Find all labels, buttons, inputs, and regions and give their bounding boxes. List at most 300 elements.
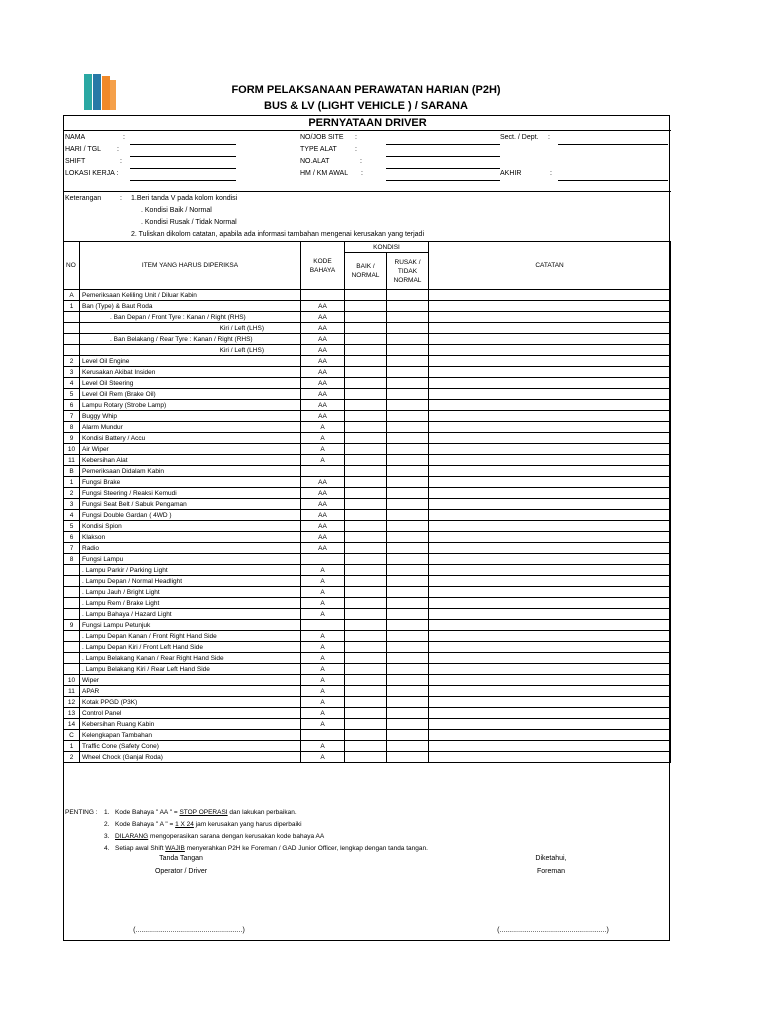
row-baik-check[interactable] — [345, 444, 387, 455]
table-row — [64, 488, 671, 499]
row-item: Kebersihan Ruang Kabin — [80, 719, 301, 730]
row-no — [64, 576, 80, 587]
row-kode: AA — [301, 378, 345, 389]
row-rusak-check[interactable] — [387, 543, 429, 554]
row-kode: A — [301, 598, 345, 609]
row-rusak-check[interactable] — [387, 356, 429, 367]
row-baik-check[interactable] — [345, 290, 387, 301]
row-baik-check[interactable] — [345, 433, 387, 444]
row-no: A — [64, 290, 80, 301]
table-row — [64, 532, 671, 543]
row-catatan[interactable] — [429, 664, 671, 675]
row-catatan[interactable] — [429, 642, 671, 653]
col-kode-header: KODE BAHAYA — [301, 242, 345, 290]
row-no — [64, 323, 80, 334]
row-kode: A — [301, 433, 345, 444]
row-kode: AA — [301, 510, 345, 521]
row-item: Klakson — [80, 532, 301, 543]
table-row — [64, 323, 671, 334]
table-row — [64, 455, 671, 466]
row-kode: A — [301, 752, 345, 763]
sect-dept-label: Sect. / Dept. — [500, 134, 539, 141]
row-catatan[interactable] — [429, 323, 671, 334]
section-title: PERNYATAAN DRIVER — [308, 117, 427, 129]
penting-number: 2. — [104, 821, 110, 828]
keterangan-line: . Kondisi Rusak / Tidak Normal — [141, 219, 237, 226]
row-kode: A — [301, 653, 345, 664]
row-catatan[interactable] — [429, 620, 671, 631]
row-no: 12 — [64, 697, 80, 708]
row-kode: A — [301, 609, 345, 620]
row-kode: AA — [301, 499, 345, 510]
row-baik-check[interactable] — [345, 565, 387, 576]
row-rusak-check[interactable] — [387, 499, 429, 510]
row-kode: A — [301, 664, 345, 675]
row-rusak-check[interactable] — [387, 752, 429, 763]
row-item: Fungsi Double Gardan ( 4WD ) — [80, 510, 301, 521]
hm-awal-field[interactable] — [386, 180, 500, 181]
row-item: Fungsi Lampu — [80, 554, 301, 565]
row-kode: AA — [301, 521, 345, 532]
signature-left-title: Tanda Tangan — [159, 855, 203, 862]
row-rusak-check[interactable] — [387, 532, 429, 543]
row-no — [64, 598, 80, 609]
table-row — [64, 334, 671, 345]
no-jobsite-label: NO/JOB SITE — [300, 134, 344, 141]
row-kode: AA — [301, 367, 345, 378]
row-no: 11 — [64, 686, 80, 697]
row-no — [64, 642, 80, 653]
colon: : — [120, 195, 122, 202]
row-catatan[interactable] — [429, 510, 671, 521]
row-rusak-check[interactable] — [387, 587, 429, 598]
row-kode: A — [301, 444, 345, 455]
row-item: Fungsi Lampu Petunjuk — [80, 620, 301, 631]
row-item: Wheel Chock (Ganjal Roda) — [80, 752, 301, 763]
row-item: Level Oil Steering — [80, 378, 301, 389]
row-no: 13 — [64, 708, 80, 719]
row-baik-check[interactable] — [345, 367, 387, 378]
hm-awal-label: HM / KM AWAL — [300, 170, 349, 177]
row-rusak-check[interactable] — [387, 521, 429, 532]
lokasi-field[interactable] — [130, 180, 236, 181]
col-item-header: ITEM YANG HARUS DIPERIKSA — [80, 242, 301, 290]
keterangan-label: Keterangan — [65, 195, 102, 202]
akhir-label: AKHIR — [500, 170, 522, 177]
row-kode: A — [301, 565, 345, 576]
row-baik-check[interactable] — [345, 499, 387, 510]
row-no: B — [64, 466, 80, 477]
row-item: APAR — [80, 686, 301, 697]
nama-field[interactable] — [130, 144, 236, 145]
col-no-header: NO — [64, 242, 80, 290]
penting-label: PENTING : — [65, 809, 98, 816]
row-catatan[interactable] — [429, 554, 671, 565]
row-no: 10 — [64, 444, 80, 455]
row-baik-check[interactable] — [345, 323, 387, 334]
table-row — [64, 620, 671, 631]
signature-left-line[interactable]: (.......................................................) — [133, 927, 245, 934]
row-no: 6 — [64, 400, 80, 411]
row-baik-check[interactable] — [345, 378, 387, 389]
row-rusak-check[interactable] — [387, 554, 429, 565]
akhir-field[interactable] — [558, 180, 668, 181]
row-item: . Ban Belakang / Rear Tyre : Kanan / Right (RHS) — [80, 334, 301, 345]
row-rusak-check[interactable] — [387, 565, 429, 576]
row-catatan[interactable] — [429, 752, 671, 763]
row-kode: A — [301, 708, 345, 719]
row-catatan[interactable] — [429, 444, 671, 455]
row-rusak-check[interactable] — [387, 334, 429, 345]
row-rusak-check[interactable] — [387, 488, 429, 499]
row-rusak-check[interactable] — [387, 389, 429, 400]
row-baik-check[interactable] — [345, 708, 387, 719]
row-catatan[interactable] — [429, 411, 671, 422]
row-baik-check[interactable] — [345, 543, 387, 554]
row-catatan[interactable] — [429, 543, 671, 554]
row-kode: A — [301, 422, 345, 433]
row-baik-check[interactable] — [345, 653, 387, 664]
row-rusak-check[interactable] — [387, 433, 429, 444]
row-catatan[interactable] — [429, 532, 671, 543]
colon: : — [120, 158, 122, 165]
keterangan-line: 1.Beri tanda V pada kolom kondisi — [131, 195, 238, 202]
row-catatan[interactable] — [429, 609, 671, 620]
row-kode: A — [301, 719, 345, 730]
signature-left-role: Operator / Driver — [154, 868, 208, 875]
row-catatan[interactable] — [429, 741, 671, 752]
row-rusak-check[interactable] — [387, 345, 429, 356]
row-catatan[interactable] — [429, 422, 671, 433]
row-baik-check[interactable] — [345, 422, 387, 433]
row-rusak-check[interactable] — [387, 455, 429, 466]
row-baik-check[interactable] — [345, 312, 387, 323]
table-row — [64, 752, 671, 763]
row-catatan[interactable] — [429, 400, 671, 411]
col-baik-header: BAIK / NORMAL — [345, 253, 387, 290]
row-rusak-check[interactable] — [387, 422, 429, 433]
row-item: Lampu Rotary (Strobe Lamp) — [80, 400, 301, 411]
row-kode: A — [301, 631, 345, 642]
row-baik-check[interactable] — [345, 301, 387, 312]
table-row — [64, 587, 671, 598]
shift-field[interactable] — [130, 168, 236, 169]
row-baik-check[interactable] — [345, 455, 387, 466]
row-catatan[interactable] — [429, 477, 671, 488]
table-row — [64, 631, 671, 642]
row-no: 11 — [64, 455, 80, 466]
row-baik-check[interactable] — [345, 488, 387, 499]
form-subtitle: BUS & LV (LIGHT VEHICLE ) / SARANA — [264, 100, 468, 112]
row-rusak-check[interactable] — [387, 576, 429, 587]
table-row — [64, 609, 671, 620]
row-no: 1 — [64, 477, 80, 488]
row-baik-check[interactable] — [345, 400, 387, 411]
row-catatan[interactable] — [429, 389, 671, 400]
row-rusak-check[interactable] — [387, 367, 429, 378]
row-rusak-check[interactable] — [387, 312, 429, 323]
row-catatan[interactable] — [429, 378, 671, 389]
row-no — [64, 587, 80, 598]
row-no — [64, 653, 80, 664]
penting-number: 4. — [104, 845, 110, 852]
row-no: 4 — [64, 378, 80, 389]
table-row — [64, 576, 671, 587]
row-catatan[interactable] — [429, 499, 671, 510]
row-no: 8 — [64, 554, 80, 565]
row-baik-check[interactable] — [345, 697, 387, 708]
row-rusak-check[interactable] — [387, 620, 429, 631]
row-baik-check[interactable] — [345, 411, 387, 422]
row-catatan[interactable] — [429, 686, 671, 697]
table-row — [64, 741, 671, 752]
row-baik-check[interactable] — [345, 741, 387, 752]
colon: : — [355, 146, 357, 153]
row-baik-check[interactable] — [345, 752, 387, 763]
colon: : — [117, 146, 119, 153]
row-no: 9 — [64, 433, 80, 444]
row-kode: A — [301, 587, 345, 598]
row-kode: A — [301, 686, 345, 697]
row-rusak-check[interactable] — [387, 686, 429, 697]
inspection-table — [63, 241, 671, 763]
row-catatan[interactable] — [429, 576, 671, 587]
sect-dept-field[interactable] — [558, 144, 668, 145]
row-catatan[interactable] — [429, 488, 671, 499]
lokasi-label: LOKASI KERJA : — [65, 170, 119, 177]
row-catatan[interactable] — [429, 466, 671, 477]
row-rusak-check[interactable] — [387, 631, 429, 642]
row-rusak-check[interactable] — [387, 378, 429, 389]
row-rusak-check[interactable] — [387, 598, 429, 609]
no-jobsite-field[interactable] — [386, 144, 500, 145]
row-item: . Lampu Belakang Kiri / Rear Left Hand Side — [80, 664, 301, 675]
row-catatan[interactable] — [429, 301, 671, 312]
table-row — [64, 411, 671, 422]
table-row — [64, 675, 671, 686]
row-rusak-check[interactable] — [387, 708, 429, 719]
row-no: 1 — [64, 741, 80, 752]
row-rusak-check[interactable] — [387, 466, 429, 477]
row-rusak-check[interactable] — [387, 323, 429, 334]
row-item: Kondisi Spion — [80, 521, 301, 532]
row-kode: A — [301, 697, 345, 708]
no-alat-field[interactable] — [386, 168, 500, 169]
row-item: . Lampu Belakang Kanan / Rear Right Hand Side — [80, 653, 301, 664]
row-rusak-check[interactable] — [387, 301, 429, 312]
row-catatan[interactable] — [429, 521, 671, 532]
row-rusak-check[interactable] — [387, 719, 429, 730]
row-kode — [301, 554, 345, 565]
row-rusak-check[interactable] — [387, 653, 429, 664]
section-row — [64, 466, 671, 477]
table-row — [64, 345, 671, 356]
table-row — [64, 499, 671, 510]
row-item: . Lampu Depan Kiri / Front Left Hand Side — [80, 642, 301, 653]
type-alat-label: TYPE ALAT — [300, 146, 337, 153]
row-catatan[interactable] — [429, 356, 671, 367]
row-baik-check[interactable] — [345, 719, 387, 730]
nama-label: NAMA — [65, 134, 86, 141]
row-catatan[interactable] — [429, 587, 671, 598]
row-baik-check[interactable] — [345, 598, 387, 609]
row-item: Kiri / Left (LHS) — [80, 323, 301, 334]
row-no: 14 — [64, 719, 80, 730]
row-baik-check[interactable] — [345, 730, 387, 741]
row-rusak-check[interactable] — [387, 510, 429, 521]
row-catatan[interactable] — [429, 730, 671, 741]
row-catatan[interactable] — [429, 653, 671, 664]
row-rusak-check[interactable] — [387, 411, 429, 422]
row-rusak-check[interactable] — [387, 741, 429, 752]
row-rusak-check[interactable] — [387, 675, 429, 686]
row-baik-check[interactable] — [345, 521, 387, 532]
row-baik-check[interactable] — [345, 510, 387, 521]
row-catatan[interactable] — [429, 675, 671, 686]
row-no — [64, 565, 80, 576]
row-kode: A — [301, 455, 345, 466]
row-rusak-check[interactable] — [387, 477, 429, 488]
row-baik-check[interactable] — [345, 686, 387, 697]
row-no: C — [64, 730, 80, 741]
row-kode: A — [301, 642, 345, 653]
table-row — [64, 378, 671, 389]
table-row — [64, 422, 671, 433]
row-kode: AA — [301, 389, 345, 400]
row-baik-check[interactable] — [345, 642, 387, 653]
hari-tgl-field[interactable] — [130, 156, 236, 157]
row-baik-check[interactable] — [345, 631, 387, 642]
type-alat-field[interactable] — [386, 156, 500, 157]
row-baik-check[interactable] — [345, 356, 387, 367]
row-item: Kondisi Battery / Accu — [80, 433, 301, 444]
table-row — [64, 400, 671, 411]
row-item: Radio — [80, 543, 301, 554]
row-baik-check[interactable] — [345, 334, 387, 345]
row-catatan[interactable] — [429, 345, 671, 356]
row-baik-check[interactable] — [345, 554, 387, 565]
row-rusak-check[interactable] — [387, 400, 429, 411]
keterangan-line: 2. Tuliskan dikolom catatan, apabila ada informasi tambahan mengenai kerusakan yang terjadi — [131, 231, 425, 238]
signature-right-title: Diketahui, — [535, 855, 567, 862]
row-item: . Lampu Rem / Brake Light — [80, 598, 301, 609]
row-baik-check[interactable] — [345, 609, 387, 620]
row-item: . Lampu Jauh / Bright Light — [80, 587, 301, 598]
row-baik-check[interactable] — [345, 345, 387, 356]
row-catatan[interactable] — [429, 433, 671, 444]
row-no: 3 — [64, 367, 80, 378]
row-baik-check[interactable] — [345, 587, 387, 598]
row-baik-check[interactable] — [345, 389, 387, 400]
table-row — [64, 554, 671, 565]
row-kode: AA — [301, 323, 345, 334]
row-rusak-check[interactable] — [387, 664, 429, 675]
row-no: 10 — [64, 675, 80, 686]
row-kode: A — [301, 741, 345, 752]
row-rusak-check[interactable] — [387, 444, 429, 455]
row-no — [64, 345, 80, 356]
row-catatan[interactable] — [429, 565, 671, 576]
row-rusak-check[interactable] — [387, 642, 429, 653]
row-kode — [301, 466, 345, 477]
row-baik-check[interactable] — [345, 477, 387, 488]
table-row — [64, 686, 671, 697]
table-row — [64, 719, 671, 730]
row-no: 2 — [64, 356, 80, 367]
row-item: . Lampu Parkir / Parking Light — [80, 565, 301, 576]
penting-number: 1. — [104, 809, 110, 816]
row-baik-check[interactable] — [345, 576, 387, 587]
col-catatan-header: CATATAN — [429, 242, 671, 290]
section-row — [64, 290, 671, 301]
row-catatan[interactable] — [429, 334, 671, 345]
row-item: Air Wiper — [80, 444, 301, 455]
row-rusak-check[interactable] — [387, 609, 429, 620]
row-rusak-check[interactable] — [387, 697, 429, 708]
row-no: 5 — [64, 389, 80, 400]
row-baik-check[interactable] — [345, 664, 387, 675]
row-catatan[interactable] — [429, 290, 671, 301]
row-kode: AA — [301, 532, 345, 543]
table-row — [64, 543, 671, 554]
row-item: Alarm Mundur — [80, 422, 301, 433]
row-catatan[interactable] — [429, 697, 671, 708]
row-item: Kotak PPGD (P3K) — [80, 697, 301, 708]
row-item: Fungsi Steering / Reaksi Kemudi — [80, 488, 301, 499]
row-baik-check[interactable] — [345, 532, 387, 543]
row-no: 3 — [64, 499, 80, 510]
row-no — [64, 609, 80, 620]
row-item: Kebersihan Alat — [80, 455, 301, 466]
row-baik-check[interactable] — [345, 620, 387, 631]
signature-right-line[interactable]: (.......................................................) — [497, 927, 609, 934]
row-catatan[interactable] — [429, 708, 671, 719]
row-no: 4 — [64, 510, 80, 521]
row-no: 7 — [64, 411, 80, 422]
row-no — [64, 631, 80, 642]
table-row — [64, 664, 671, 675]
row-catatan[interactable] — [429, 598, 671, 609]
no-alat-label: NO.ALAT — [300, 158, 330, 165]
row-catatan[interactable] — [429, 312, 671, 323]
row-catatan[interactable] — [429, 367, 671, 378]
penting-item-3: DILARANG mengoperasikan sarana dengan kerusakan kode bahaya AA — [115, 833, 325, 840]
row-item: Pemeriksaan Keliling Unit / Diluar Kabin — [80, 290, 301, 301]
row-catatan[interactable] — [429, 631, 671, 642]
row-catatan[interactable] — [429, 719, 671, 730]
row-item: . Lampu Depan Kanan / Front Right Hand Side — [80, 631, 301, 642]
table-row — [64, 301, 671, 312]
row-catatan[interactable] — [429, 455, 671, 466]
table-row — [64, 433, 671, 444]
table-row — [64, 477, 671, 488]
table-row — [64, 565, 671, 576]
shift-label: SHIFT — [65, 158, 86, 165]
row-rusak-check[interactable] — [387, 290, 429, 301]
row-baik-check[interactable] — [345, 675, 387, 686]
section-row — [64, 730, 671, 741]
row-kode — [301, 290, 345, 301]
row-no: 9 — [64, 620, 80, 631]
row-kode: AA — [301, 334, 345, 345]
row-rusak-check[interactable] — [387, 730, 429, 741]
row-kode: AA — [301, 411, 345, 422]
colon: : — [361, 170, 363, 177]
row-baik-check[interactable] — [345, 466, 387, 477]
row-kode: AA — [301, 345, 345, 356]
keterangan-line: . Kondisi Baik / Normal — [141, 207, 212, 214]
row-item: Kerusakan Akibat Insiden — [80, 367, 301, 378]
